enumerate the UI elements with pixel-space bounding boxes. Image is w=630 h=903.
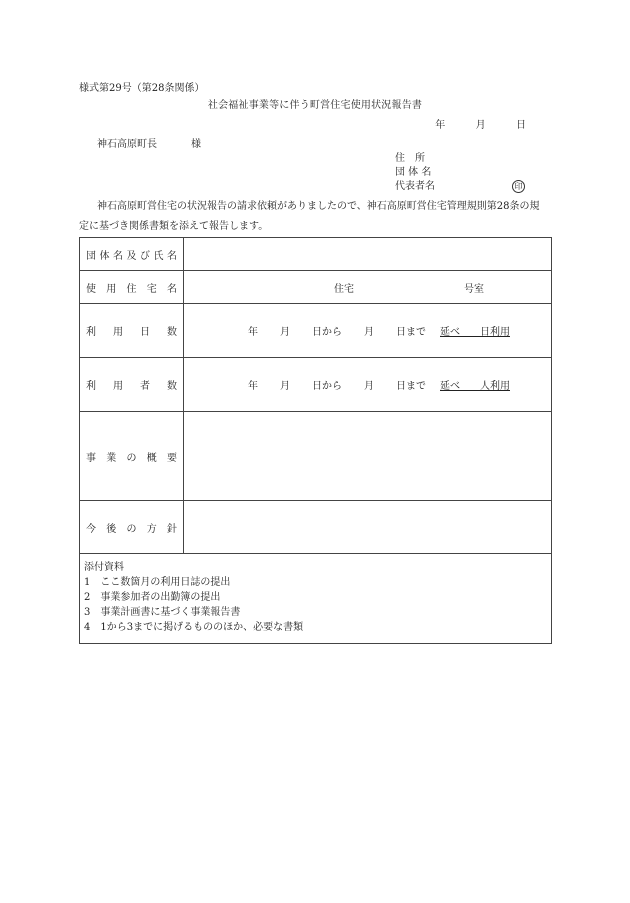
report-table (79, 237, 552, 644)
total-days-text: 延べ 日利用 (440, 327, 510, 338)
usage-days-cell[interactable] (184, 304, 552, 358)
attachment-item: 3 事業計画書に基づく事業報告書 (84, 607, 241, 618)
body-text: 神石高原町営住宅の状況報告の請求依頼がありましたので、神石高原町営住宅管理規則第28条の規定に基づき関係書類を添えて報告します。 (79, 201, 540, 232)
table-row (80, 271, 552, 304)
attachments-title: 添付資料 (84, 562, 124, 573)
addressee (97, 140, 201, 150)
year-text: 年 (248, 327, 258, 338)
date-month-label: 月 (475, 120, 486, 131)
group-name-label: 団体名及び氏名 (80, 238, 184, 271)
date-year-label: 年 (435, 120, 446, 131)
table-row (80, 304, 552, 358)
month-text: 月 (280, 327, 290, 338)
until-text: 日まで (396, 327, 426, 338)
seal-mark: 印 (512, 180, 525, 193)
sender-rep-label: 代表者名 (395, 181, 435, 192)
form-number: 様式第29号（第28条関係） (79, 83, 205, 94)
usage-days-label: 利用日数 (80, 304, 184, 358)
user-count-label: 利用者数 (80, 358, 184, 412)
sender-group-label: 団 体 名 (395, 167, 432, 178)
month-text: 月 (364, 381, 374, 392)
table-row (80, 358, 552, 412)
total-users-text: 延べ 人利用 (440, 381, 510, 392)
sender-address-label: 住 所 (395, 153, 425, 164)
group-name-cell[interactable] (184, 238, 552, 271)
from-text: 日から (312, 381, 342, 392)
room-suffix: 号室 (464, 283, 484, 295)
attachment-item: 4 1から3までに掲げるもののほか、必要な書類 (84, 622, 304, 633)
future-policy-label: 今後の方針 (80, 501, 184, 554)
future-policy-cell[interactable] (184, 501, 552, 554)
attachment-item: 1 ここ数箇月の利用日誌の提出 (84, 577, 231, 588)
month-text: 月 (280, 381, 290, 392)
month-text: 月 (364, 327, 374, 338)
user-count-cell[interactable] (184, 358, 552, 412)
addressee-name: 神石高原町長 (97, 139, 157, 150)
table-row (80, 238, 552, 271)
table-row (80, 554, 552, 644)
date-day-label: 日 (516, 120, 526, 131)
year-text: 年 (248, 381, 258, 392)
attachment-item: 2 事業参加者の出勤簿の提出 (84, 592, 221, 603)
attachments-cell (80, 554, 552, 644)
until-text: 日まで (396, 381, 426, 392)
addressee-honorific: 様 (191, 139, 201, 150)
housing-label: 使用住宅名 (80, 271, 184, 304)
table-row (80, 412, 552, 501)
document-title: 社会福祉事業等に伴う町営住宅使用状況報告書 (207, 100, 423, 111)
from-text: 日から (312, 327, 342, 338)
housing-cell[interactable] (184, 271, 552, 304)
business-summary-label: 事業の概要 (80, 412, 184, 501)
business-summary-cell[interactable] (184, 412, 552, 501)
housing-suffix: 住宅 (334, 283, 354, 295)
body-paragraph (79, 197, 541, 237)
table-row (80, 501, 552, 554)
date-line (435, 121, 526, 131)
